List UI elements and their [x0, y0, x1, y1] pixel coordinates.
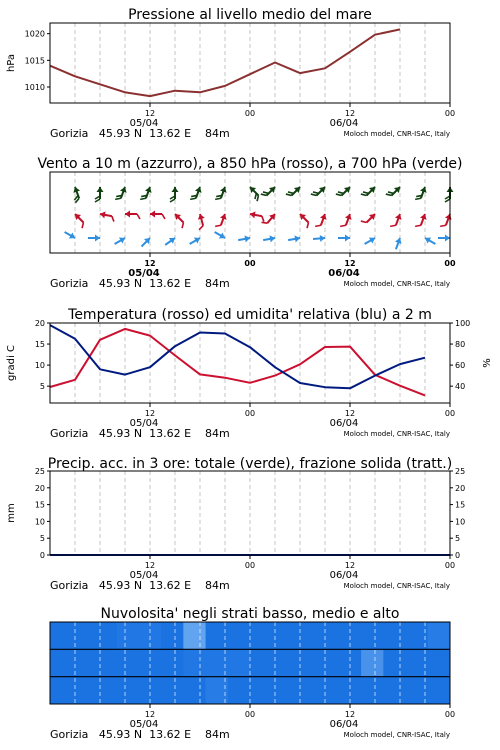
- wind-barb: [88, 235, 100, 242]
- cloud-cell: [183, 622, 206, 649]
- wind-barb-head: [194, 235, 202, 244]
- x-tick-label: 12: [144, 259, 156, 268]
- wind-barb: [415, 185, 428, 202]
- x-tick-label: 00: [244, 561, 256, 570]
- cloud-cell: [117, 622, 140, 649]
- y-tick-label: 15: [455, 500, 466, 510]
- wind-barb: [115, 185, 128, 202]
- cloud-cell: [183, 649, 206, 676]
- y-tick-label: 0: [455, 551, 461, 560]
- cloud-cell: [361, 649, 384, 676]
- wind-barb: [262, 211, 278, 228]
- model-credit: Moloch model, CNR-ISAC, Italy: [343, 582, 450, 590]
- cloud-cell: [250, 677, 273, 704]
- cloud-cell: [361, 677, 384, 704]
- date-label: 06/04: [328, 268, 360, 279]
- wind-barb: [440, 212, 453, 229]
- location-label: Gorizia 45.93 N 13.62 E 84m: [50, 579, 230, 592]
- wind-barb-feather: [215, 224, 221, 229]
- wind-barb-head: [320, 235, 326, 242]
- y-axis-label: hPa: [6, 53, 17, 73]
- wind-barb: [313, 235, 326, 243]
- date-label: 05/04: [129, 719, 159, 730]
- wind-barb: [139, 236, 152, 249]
- y-tick-label: 20: [34, 319, 45, 328]
- wind-barb: [125, 211, 140, 220]
- wind-barb: [438, 235, 450, 242]
- cloud-cell: [50, 622, 73, 649]
- location-label: Gorizia 45.93 N 13.62 E 84m: [50, 127, 230, 140]
- y-tick-label: 1015: [24, 56, 45, 66]
- cloud-cell: [94, 622, 117, 649]
- wind-barb: [390, 212, 403, 229]
- wind-barb-feather: [305, 222, 311, 228]
- wind-barb-feather: [162, 214, 165, 219]
- cloud-cell: [161, 649, 184, 676]
- y-tick-label: 40: [455, 382, 466, 392]
- wind-barb: [386, 183, 403, 200]
- chart-title: Temperatura (rosso) ed umidita' relativa (blu) a 2 m: [68, 307, 432, 323]
- wind-barb: [311, 183, 328, 200]
- x-tick-label: 00: [444, 109, 456, 118]
- cloud-cell: [317, 677, 340, 704]
- cloud-cell: [250, 622, 273, 649]
- date-label: 06/04: [329, 418, 359, 429]
- cloud-cell: [161, 622, 184, 649]
- y-axis-label: mm: [6, 503, 17, 523]
- cloud-cell: [294, 622, 317, 649]
- wind-barb: [171, 212, 188, 229]
- wind-barb-head: [219, 232, 227, 241]
- wind-barb-head: [150, 211, 155, 218]
- y-tick-label: 1010: [24, 83, 45, 92]
- wind-barb: [296, 212, 313, 229]
- wind-barb-feather: [140, 197, 146, 202]
- cloud-cell: [317, 649, 340, 676]
- cloud-cell: [50, 649, 73, 676]
- wind-barb-feather: [198, 226, 204, 230]
- wind-barb: [150, 211, 165, 220]
- cloud-cell: [272, 677, 295, 704]
- y-tick-label: 5: [39, 382, 45, 392]
- y-tick-label: 20: [455, 483, 466, 493]
- wind-barb: [70, 186, 83, 203]
- plot-frame: [50, 23, 450, 103]
- y-tick-label: 10: [455, 517, 466, 527]
- wind-barb: [263, 235, 276, 244]
- date-label: 05/04: [129, 118, 159, 129]
- chart-title: Precip. acc. in 3 ore: totale (verde), frazione solida (tratt.): [47, 456, 453, 472]
- wind-barb: [215, 185, 228, 202]
- wind-barb: [336, 183, 353, 200]
- date-label: 06/04: [329, 570, 359, 581]
- wind-barb: [99, 211, 115, 222]
- wind-barb: [288, 235, 301, 244]
- cloud-cell: [228, 649, 251, 676]
- cloud-cell: [228, 622, 251, 649]
- y-tick-label: 60: [455, 361, 466, 371]
- wind-barb-feather: [111, 216, 115, 221]
- cloud-cell: [383, 622, 406, 649]
- model-credit: Moloch model, CNR-ISAC, Italy: [343, 130, 450, 138]
- cloud-cell: [428, 649, 451, 676]
- wind-barb-feather: [415, 197, 421, 202]
- cloud-cell: [428, 622, 451, 649]
- y-tick-label: 80: [455, 340, 466, 350]
- cloud-cell: [428, 677, 451, 704]
- wind-barb-head: [95, 235, 100, 242]
- wind-barb: [95, 187, 104, 202]
- x-tick-label: 00: [444, 710, 456, 719]
- cloud-cell: [117, 649, 140, 676]
- chart-title: Nuvolosita' negli strati basso, medio e alto: [100, 606, 400, 622]
- x-tick-label: 00: [444, 561, 456, 570]
- x-tick-label: 00: [444, 259, 456, 268]
- wind-barb-head: [172, 187, 179, 192]
- location-label: Gorizia 45.93 N 13.62 E 84m: [50, 277, 230, 290]
- wind-barb-head: [119, 235, 127, 244]
- y-tick-label: 15: [34, 340, 45, 350]
- wind-barb: [286, 183, 303, 200]
- y-tick-label: 25: [34, 467, 45, 476]
- wind-barb: [238, 235, 251, 244]
- x-tick-label: 12: [344, 409, 356, 418]
- wind-barb: [190, 185, 203, 202]
- cloud-cell: [272, 622, 295, 649]
- location-label: Gorizia 45.93 N 13.62 E 84m: [50, 427, 230, 440]
- cloud-cell: [72, 677, 95, 704]
- wind-barb-feather: [180, 222, 186, 228]
- cloud-cell: [272, 649, 295, 676]
- x-tick-label: 00: [244, 109, 256, 118]
- y-tick-label: 10: [34, 361, 45, 371]
- plot-frame: [50, 172, 450, 253]
- model-credit: Moloch model, CNR-ISAC, Italy: [343, 430, 450, 438]
- y-tick-label: 1020: [24, 29, 45, 39]
- date-label: 05/04: [129, 418, 159, 429]
- wind-barb-head: [345, 235, 350, 242]
- x-tick-label: 12: [344, 109, 356, 118]
- cloud-cell: [117, 677, 140, 704]
- x-tick-label: 00: [244, 710, 256, 719]
- date-label: 06/04: [329, 719, 359, 730]
- wind-barb: [246, 185, 263, 202]
- cloud-cell: [183, 677, 206, 704]
- date-label: 05/04: [129, 570, 159, 581]
- y-axis-label: gradi C: [6, 345, 17, 381]
- x-tick-label: 12: [144, 561, 156, 570]
- wind-barb-feather: [340, 224, 346, 229]
- wind-barb-feather: [261, 216, 265, 221]
- wind-barb: [71, 212, 88, 229]
- x-tick-label: 00: [444, 409, 456, 418]
- wind-barb: [140, 185, 153, 202]
- wind-barb-head: [125, 211, 130, 218]
- wind-barb-feather: [80, 222, 86, 228]
- date-label: 06/04: [329, 118, 359, 129]
- x-tick-label: 12: [144, 109, 156, 118]
- wind-barb: [261, 183, 278, 200]
- x-tick-label: 12: [344, 561, 356, 570]
- y-axis-label: %: [482, 358, 493, 368]
- location-label: Gorizia 45.93 N 13.62 E 84m: [50, 728, 230, 741]
- wind-barb: [415, 212, 428, 229]
- y-tick-label: 5: [39, 534, 45, 544]
- cloud-cell: [72, 622, 95, 649]
- y-tick-label: 0: [39, 551, 45, 560]
- cloud-cell: [294, 649, 317, 676]
- wind-barb: [170, 187, 179, 202]
- y-tick-label: 25: [455, 467, 466, 476]
- wind-barb-head: [97, 187, 104, 192]
- wind-barb-head: [69, 232, 77, 241]
- wind-barb-feather: [315, 224, 321, 229]
- cloud-cell: [72, 649, 95, 676]
- x-tick-label: 12: [344, 710, 356, 719]
- wind-barb: [195, 213, 207, 230]
- y-tick-label: 20: [34, 483, 45, 493]
- wind-barb-feather: [390, 224, 396, 229]
- wind-barb-feather: [415, 224, 421, 229]
- temperature-line: [50, 329, 425, 396]
- model-credit: Moloch model, CNR-ISAC, Italy: [343, 280, 450, 288]
- cloud-cell: [228, 677, 251, 704]
- chart-title: Vento a 10 m (azzurro), a 850 hPa (rosso), a 700 hPa (verde): [37, 156, 463, 172]
- wind-barb-feather: [440, 224, 446, 229]
- wind-barb: [445, 187, 454, 202]
- wind-barb-head: [445, 235, 450, 242]
- x-tick-label: 12: [144, 710, 156, 719]
- x-tick-label: 12: [144, 409, 156, 418]
- cloud-cell: [94, 649, 117, 676]
- wind-barb-head: [369, 235, 377, 244]
- cloud-cell: [161, 677, 184, 704]
- cloud-cell: [250, 649, 273, 676]
- cloud-cell: [383, 649, 406, 676]
- wind-barb: [315, 212, 328, 229]
- x-tick-label: 00: [244, 259, 256, 268]
- wind-barb-feather: [215, 197, 221, 202]
- cloud-cell: [94, 677, 117, 704]
- wind-barb: [215, 212, 228, 229]
- cloud-cell: [383, 677, 406, 704]
- wind-barb: [338, 235, 350, 242]
- cloud-cell: [50, 677, 73, 704]
- x-tick-label: 12: [344, 259, 356, 268]
- wind-barb-feather: [190, 197, 196, 202]
- y-tick-label: 10: [34, 517, 45, 527]
- wind-barb: [393, 237, 404, 251]
- y-tick-label: 100: [455, 319, 471, 328]
- wind-barb-feather: [361, 219, 367, 225]
- cloud-cell: [317, 622, 340, 649]
- cloud-cell: [361, 622, 384, 649]
- cloud-cell: [294, 677, 317, 704]
- y-tick-label: 15: [34, 500, 45, 510]
- wind-barb: [249, 211, 265, 222]
- date-label: 05/04: [128, 268, 160, 279]
- humidity-line: [50, 325, 425, 388]
- wind-barb: [340, 212, 353, 229]
- chart-title: Pressione al livello medio del mare: [128, 7, 372, 23]
- x-tick-label: 00: [244, 409, 256, 418]
- wind-barb-feather: [137, 214, 140, 219]
- wind-barb: [361, 183, 378, 200]
- model-credit: Moloch model, CNR-ISAC, Italy: [343, 731, 450, 739]
- wind-barb-head: [423, 235, 431, 244]
- wind-barb-feather: [115, 197, 121, 202]
- y-tick-label: 5: [455, 534, 461, 544]
